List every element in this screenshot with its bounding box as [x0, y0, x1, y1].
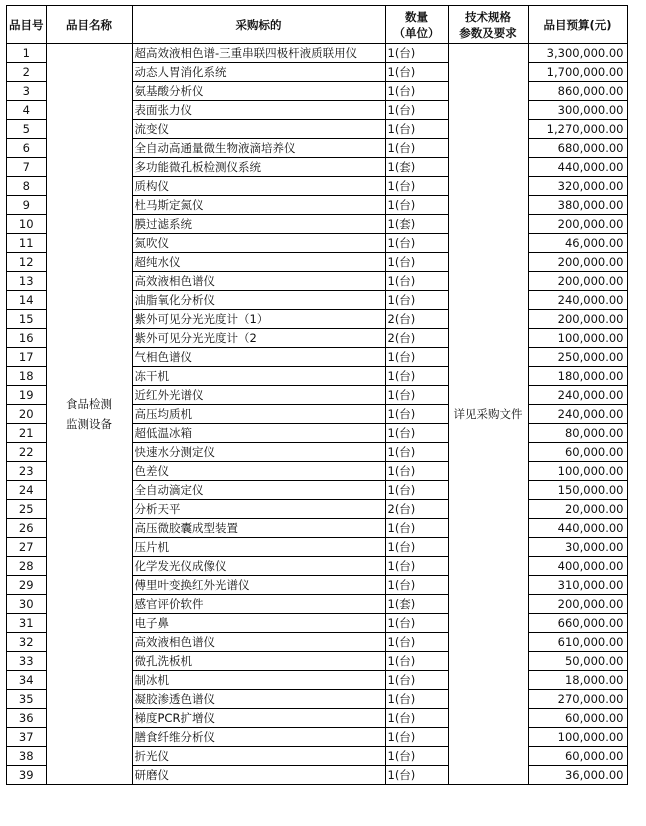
row-index: 17 [7, 348, 47, 367]
row-item: 表面张力仪 [132, 101, 385, 120]
row-index: 31 [7, 614, 47, 633]
row-item: 高效液相色谱仪 [132, 272, 385, 291]
row-index: 10 [7, 215, 47, 234]
row-quantity: 1(台) [385, 234, 448, 253]
row-budget: 440,000.00 [528, 158, 627, 177]
row-item: 全自动高通量微生物液滴培养仪 [132, 139, 385, 158]
row-quantity: 1(台) [385, 63, 448, 82]
row-index: 12 [7, 253, 47, 272]
row-budget: 1,700,000.00 [528, 63, 627, 82]
row-quantity: 1(台) [385, 614, 448, 633]
row-item: 紫外可见分光光度计（1） [132, 310, 385, 329]
header-spec-line2: 参数及要求 [459, 25, 517, 40]
row-item: 凝胶渗透色谱仪 [132, 690, 385, 709]
row-index: 25 [7, 500, 47, 519]
row-index: 24 [7, 481, 47, 500]
row-item: 高压微胶囊成型装置 [132, 519, 385, 538]
row-index: 23 [7, 462, 47, 481]
row-index: 13 [7, 272, 47, 291]
procurement-table [6, 5, 628, 785]
row-quantity: 2(台) [385, 310, 448, 329]
row-quantity: 1(台) [385, 747, 448, 766]
row-item: 微孔洗板机 [132, 652, 385, 671]
row-quantity: 1(台) [385, 253, 448, 272]
row-budget: 60,000.00 [528, 709, 627, 728]
row-item: 超高效液相色谱-三重串联四极杆液质联用仪 [132, 44, 385, 63]
row-item: 油脂氧化分析仪 [132, 291, 385, 310]
row-budget: 240,000.00 [528, 386, 627, 405]
row-budget: 3,300,000.00 [528, 44, 627, 63]
row-item: 压片机 [132, 538, 385, 557]
row-index: 5 [7, 120, 47, 139]
row-index: 36 [7, 709, 47, 728]
row-quantity: 1(台) [385, 766, 448, 785]
header-row [7, 6, 628, 44]
row-budget: 680,000.00 [528, 139, 627, 158]
header-quantity [385, 6, 448, 44]
row-index: 35 [7, 690, 47, 709]
row-budget: 60,000.00 [528, 747, 627, 766]
row-quantity: 1(台) [385, 671, 448, 690]
procurement-table-container [6, 5, 628, 785]
row-budget: 440,000.00 [528, 519, 627, 538]
row-budget: 300,000.00 [528, 101, 627, 120]
row-item: 质构仪 [132, 177, 385, 196]
row-budget: 240,000.00 [528, 291, 627, 310]
row-index: 38 [7, 747, 47, 766]
row-budget: 400,000.00 [528, 557, 627, 576]
row-budget: 100,000.00 [528, 462, 627, 481]
row-quantity: 1(台) [385, 424, 448, 443]
row-item: 化学发光仪成像仪 [132, 557, 385, 576]
row-budget: 270,000.00 [528, 690, 627, 709]
row-quantity: 1(台) [385, 386, 448, 405]
category-line: 食品检测 [66, 397, 112, 411]
row-item: 感官评价软件 [132, 595, 385, 614]
row-index: 37 [7, 728, 47, 747]
row-quantity: 1(台) [385, 462, 448, 481]
table-row [7, 44, 628, 63]
row-index: 20 [7, 405, 47, 424]
row-index: 33 [7, 652, 47, 671]
row-item: 制冰机 [132, 671, 385, 690]
row-budget: 20,000.00 [528, 500, 627, 519]
row-item: 色差仪 [132, 462, 385, 481]
row-index: 18 [7, 367, 47, 386]
row-index: 2 [7, 63, 47, 82]
row-quantity: 1(台) [385, 272, 448, 291]
row-item: 高压均质机 [132, 405, 385, 424]
row-quantity: 1(台) [385, 177, 448, 196]
row-quantity: 1(台) [385, 405, 448, 424]
row-item: 超纯水仪 [132, 253, 385, 272]
row-budget: 200,000.00 [528, 215, 627, 234]
row-quantity: 1(台) [385, 709, 448, 728]
row-index: 14 [7, 291, 47, 310]
header-budget: 品目预算(元) [528, 6, 627, 44]
row-budget: 200,000.00 [528, 595, 627, 614]
row-index: 15 [7, 310, 47, 329]
row-quantity: 1(套) [385, 158, 448, 177]
row-item: 分析天平 [132, 500, 385, 519]
row-index: 11 [7, 234, 47, 253]
row-budget: 200,000.00 [528, 253, 627, 272]
row-index: 16 [7, 329, 47, 348]
row-index: 4 [7, 101, 47, 120]
row-index: 39 [7, 766, 47, 785]
row-item: 紫外可见分光光度计（2 [132, 329, 385, 348]
header-target: 采购标的 [132, 6, 385, 44]
row-quantity: 1(台) [385, 557, 448, 576]
row-index: 3 [7, 82, 47, 101]
row-quantity: 1(套) [385, 595, 448, 614]
row-quantity: 1(台) [385, 367, 448, 386]
row-budget: 100,000.00 [528, 728, 627, 747]
row-index: 29 [7, 576, 47, 595]
row-budget: 250,000.00 [528, 348, 627, 367]
category-line: 监测设备 [66, 417, 112, 431]
row-quantity: 1(台) [385, 576, 448, 595]
row-index: 26 [7, 519, 47, 538]
row-budget: 310,000.00 [528, 576, 627, 595]
row-quantity: 1(台) [385, 348, 448, 367]
row-quantity: 1(台) [385, 652, 448, 671]
row-budget: 18,000.00 [528, 671, 627, 690]
header-quantity-line2: （单位） [393, 25, 440, 40]
row-item: 高效液相色谱仪 [132, 633, 385, 652]
row-item: 全自动滴定仪 [132, 481, 385, 500]
row-item: 冻干机 [132, 367, 385, 386]
row-index: 7 [7, 158, 47, 177]
row-quantity: 1(台) [385, 519, 448, 538]
row-budget: 860,000.00 [528, 82, 627, 101]
row-budget: 380,000.00 [528, 196, 627, 215]
row-quantity: 1(台) [385, 728, 448, 747]
row-item: 膳食纤维分析仪 [132, 728, 385, 747]
row-item: 近红外光谱仪 [132, 386, 385, 405]
row-quantity: 1(台) [385, 633, 448, 652]
row-quantity: 1(台) [385, 101, 448, 120]
row-quantity: 1(台) [385, 538, 448, 557]
row-quantity: 1(台) [385, 139, 448, 158]
header-index: 品目号 [7, 6, 47, 44]
header-quantity-line1: 数量 [405, 9, 428, 24]
category-cell [46, 44, 132, 785]
row-budget: 80,000.00 [528, 424, 627, 443]
row-quantity: 1(套) [385, 215, 448, 234]
row-budget: 36,000.00 [528, 766, 627, 785]
row-budget: 240,000.00 [528, 405, 627, 424]
row-quantity: 2(台) [385, 329, 448, 348]
row-quantity: 1(台) [385, 44, 448, 63]
row-quantity: 1(台) [385, 443, 448, 462]
row-item: 电子鼻 [132, 614, 385, 633]
row-index: 30 [7, 595, 47, 614]
row-item: 流变仪 [132, 120, 385, 139]
row-item: 氮吹仪 [132, 234, 385, 253]
row-item: 折光仪 [132, 747, 385, 766]
row-index: 28 [7, 557, 47, 576]
row-index: 6 [7, 139, 47, 158]
row-item: 动态人胃消化系统 [132, 63, 385, 82]
row-item: 多功能微孔板检测仪系统 [132, 158, 385, 177]
row-index: 19 [7, 386, 47, 405]
row-budget: 150,000.00 [528, 481, 627, 500]
row-item: 超低温冰箱 [132, 424, 385, 443]
row-budget: 320,000.00 [528, 177, 627, 196]
row-quantity: 2(台) [385, 500, 448, 519]
row-budget: 180,000.00 [528, 367, 627, 386]
row-index: 21 [7, 424, 47, 443]
row-index: 9 [7, 196, 47, 215]
row-item: 气相色谱仪 [132, 348, 385, 367]
row-budget: 1,270,000.00 [528, 120, 627, 139]
row-item: 快速水分测定仪 [132, 443, 385, 462]
table-body [7, 44, 628, 785]
row-budget: 30,000.00 [528, 538, 627, 557]
row-item: 研磨仪 [132, 766, 385, 785]
row-budget: 200,000.00 [528, 272, 627, 291]
row-budget: 100,000.00 [528, 329, 627, 348]
row-budget: 60,000.00 [528, 443, 627, 462]
row-item: 杜马斯定氮仪 [132, 196, 385, 215]
row-index: 22 [7, 443, 47, 462]
row-index: 27 [7, 538, 47, 557]
row-item: 膜过滤系统 [132, 215, 385, 234]
row-quantity: 1(台) [385, 690, 448, 709]
header-name: 品目名称 [46, 6, 132, 44]
row-quantity: 1(台) [385, 196, 448, 215]
row-quantity: 1(台) [385, 481, 448, 500]
header-spec [448, 6, 528, 44]
row-budget: 660,000.00 [528, 614, 627, 633]
spec-cell: 详见采购文件 [448, 44, 528, 785]
row-quantity: 1(台) [385, 82, 448, 101]
row-budget: 610,000.00 [528, 633, 627, 652]
row-item: 傅里叶变换红外光谱仪 [132, 576, 385, 595]
row-budget: 200,000.00 [528, 310, 627, 329]
row-index: 32 [7, 633, 47, 652]
row-index: 34 [7, 671, 47, 690]
row-quantity: 1(台) [385, 120, 448, 139]
row-quantity: 1(台) [385, 291, 448, 310]
row-item: 梯度PCR扩增仪 [132, 709, 385, 728]
row-budget: 50,000.00 [528, 652, 627, 671]
header-spec-line1: 技术规格 [465, 9, 511, 24]
row-index: 1 [7, 44, 47, 63]
row-item: 氨基酸分析仪 [132, 82, 385, 101]
row-index: 8 [7, 177, 47, 196]
row-budget: 46,000.00 [528, 234, 627, 253]
